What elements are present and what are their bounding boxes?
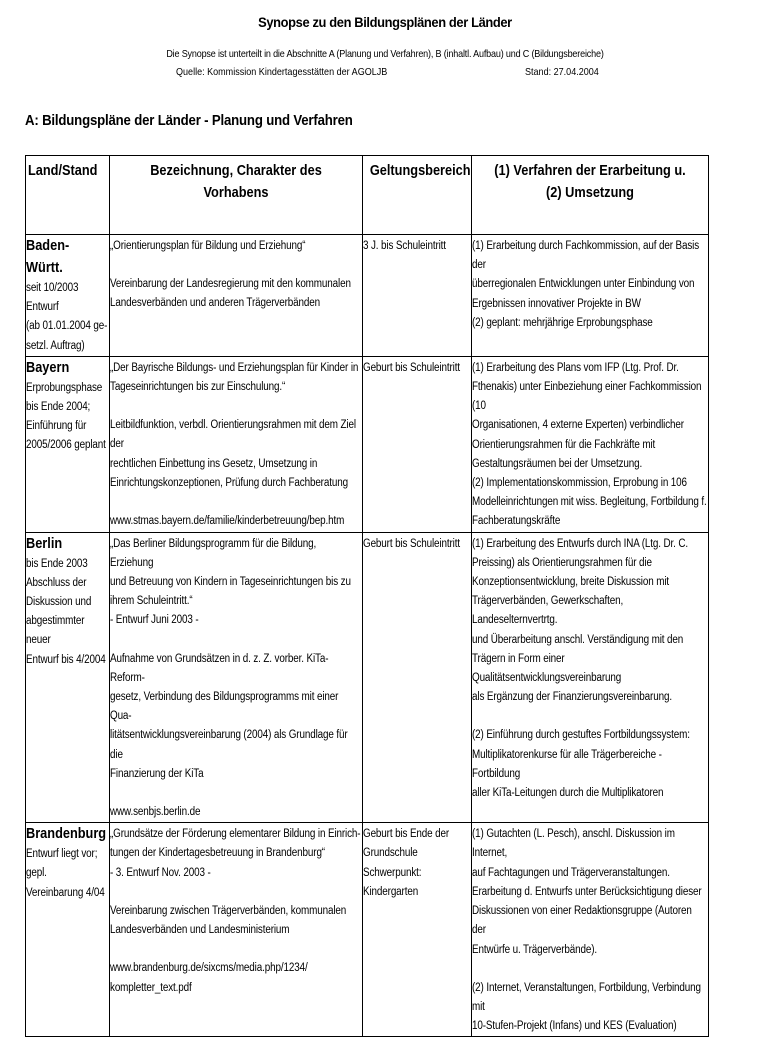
land-status-line: seit 10/2003 Entwurf <box>26 282 79 314</box>
plan-title-line: tungen der Kindertagesbetreuung in Brandenburg“ <box>110 847 325 860</box>
procedure <box>472 535 707 708</box>
plan-link-line: www.stmas.bayern.de/familie/kinderbetreuung/bep.htm <box>110 515 345 528</box>
plan-title-line: - 3. Entwurf Nov. 2003 - <box>110 866 211 879</box>
table-header-row <box>26 156 709 235</box>
scope-line: Geburt bis Schuleintritt <box>363 537 460 550</box>
implementation <box>472 726 707 803</box>
cell-geltungsbereich <box>363 823 472 1037</box>
plan-title <box>110 535 361 631</box>
plan-character-line: Landesverbänden und Landesministerium <box>110 924 290 937</box>
scope-line: Schwerpunkt: <box>363 866 422 879</box>
plan-title <box>110 237 361 256</box>
section-heading: A: Bildungspläne der Länder - Planung und Verfahren <box>25 112 353 129</box>
land-name: Bayern <box>26 359 70 376</box>
header-land: Land/Stand <box>26 156 110 235</box>
cell-bezeichnung <box>110 356 363 532</box>
implementation-line: 10-Stufen-Projekt (Infans) und KES (Evaluation) <box>472 1020 677 1033</box>
scope <box>363 237 471 256</box>
plan-link-line: www.brandenburg.de/sixcms/media.php/1234/ <box>110 962 308 975</box>
plan-title-line: Tageseinrichtungen bis zur Einschulung.“ <box>110 381 286 394</box>
cell-geltungsbereich <box>363 235 472 357</box>
land-status-line: setzl. Auftrag) <box>26 339 85 352</box>
cell-verfahren <box>472 235 709 357</box>
land-name: Berlin <box>26 535 63 552</box>
plan-title-line: ihrem Schuleintritt.“ <box>110 595 193 608</box>
document-intro: Die Synopse ist unterteilt in die Abschnitte A (Planung und Verfahren), B (inhaltl. Aufbau) und C (Bildungsbereiche) <box>166 48 604 60</box>
plan-title-line: „Orientierungsplan für Bildung und Erziehung“ <box>110 240 306 252</box>
land-status-line: bis Ende 2003 <box>26 557 88 570</box>
plan-link <box>110 512 361 531</box>
land-name: Brandenburg <box>26 826 107 843</box>
land-name: Baden-Württ. <box>26 238 70 276</box>
procedure-line: und Überarbeitung anschl. Verständigung mit den <box>472 633 684 646</box>
plan-link <box>110 959 361 997</box>
header-geltungsbereich: Geltungsbereich <box>363 156 472 235</box>
procedure-line: (1) Erarbeitung durch Fachkommission, auf der Basis der <box>472 240 700 272</box>
land-status-line: (ab 01.01.2004 ge- <box>26 320 108 333</box>
procedure-line: (1) Gutachten (L. Pesch), anschl. Diskussion im Internet, <box>472 828 675 860</box>
land-status-line: 2005/2006 geplant <box>26 439 106 452</box>
scope-line: 3 J. bis Schuleintritt <box>363 240 446 252</box>
procedure-line: Fthenakis) unter Einbeziehung einer Fachkommission (10 <box>472 381 702 413</box>
plan-title <box>110 359 361 397</box>
cell-bezeichnung <box>110 532 363 823</box>
procedure-line: Erarbeitung d. Entwurfs unter Berücksichtigung dieser <box>472 885 702 898</box>
procedure-line: (1) Erarbeitung des Entwurfs durch INA (Ltg. Dr. C. <box>472 537 689 550</box>
land-status-line: bis Ende 2004; <box>26 401 91 414</box>
plan-title-line: und Betreuung von Kindern in Tageseinrichtungen bis zu <box>110 576 351 589</box>
synopsis-table <box>25 155 709 1037</box>
procedure-line: (2) geplant: mehrjährige Erprobungsphase <box>472 316 653 329</box>
plan-link-line: www.senbjs.berlin.de <box>110 806 201 819</box>
implementation <box>472 979 707 1037</box>
scope <box>363 825 471 902</box>
procedure <box>472 825 707 959</box>
plan-title-line: - Entwurf Juni 2003 - <box>110 614 199 627</box>
plan-link-line: kompletter_text.pdf <box>110 981 192 994</box>
cell-verfahren <box>472 823 709 1037</box>
cell-bezeichnung <box>110 235 363 357</box>
table-row <box>26 823 709 1037</box>
cell-geltungsbereich <box>363 532 472 823</box>
cell-verfahren <box>472 532 709 823</box>
header-verfahren: (1) Verfahren der Erarbeitung u. (2) Umsetzung <box>472 156 709 235</box>
procedure-line: als Ergänzung der Finanzierungsvereinbarung. <box>472 691 672 704</box>
cell-land <box>26 235 110 357</box>
cell-bezeichnung <box>110 823 363 1037</box>
cell-land <box>26 823 110 1037</box>
plan-character <box>110 650 361 784</box>
procedure-line: Gestaltungsräumen bei der Umsetzung. <box>472 457 643 470</box>
plan-title <box>110 825 361 883</box>
plan-character-line: Einrichtungskonzeptionen, Prüfung durch Fachberatung <box>110 476 348 489</box>
procedure-line: Entwürfe u. Trägerverbände). <box>472 943 598 956</box>
plan-character-line: Landesverbänden und anderen Trägerverbänden <box>110 297 321 310</box>
procedure-line: überregionalen Entwicklungen unter Einbindung von <box>472 278 695 291</box>
procedure-line: Preissing) als Orientierungsrahmen für die <box>472 556 652 569</box>
procedure-line: Trägern in Form einer Qualitätsentwicklungsvereinbarung <box>472 652 622 685</box>
procedure-line: Trägerverbänden, Gewerkschaften, Landeselternvertrtg. <box>472 595 624 627</box>
document-date: Stand: 27.04.2004 <box>525 66 599 78</box>
procedure-line: Konzeptionsentwicklung, breite Diskussion mit <box>472 576 670 589</box>
procedure-line: (1) Erarbeitung des Plans vom IFP (Ltg. Prof. Dr. <box>472 361 679 374</box>
procedure-line: auf Fachtagungen und Trägerveranstaltungen. <box>472 866 670 879</box>
cell-land <box>26 532 110 823</box>
procedure <box>472 359 707 532</box>
procedure-line: Organisationen, 4 externe Experten) verbindlicher <box>472 419 684 432</box>
plan-character-line: Vereinbarung zwischen Trägerverbänden, kommunalen <box>110 904 347 917</box>
implementation-line: aller KiTa-Leitungen durch die Multiplikatoren <box>472 787 664 800</box>
scope-line: Geburt bis Schuleintritt <box>363 361 460 374</box>
plan-title-line: „Das Berliner Bildungsprogramm für die Bildung, Erziehung <box>110 537 317 569</box>
table-row <box>26 532 709 823</box>
procedure-line: Orientierungsrahmen für die Fachkräfte mit <box>472 438 656 451</box>
land-status-line: Entwurf bis 4/2004 <box>26 653 106 666</box>
scope-line: Kindergarten <box>363 885 419 898</box>
document-title: Synopse zu den Bildungsplänen der Länder <box>258 14 512 30</box>
procedure-line: Diskussionen von einer Redaktionsgruppe (Autoren der <box>472 905 692 937</box>
plan-character-line: rechtlichen Einbettung ins Gesetz, Umsetzung in <box>110 457 318 470</box>
plan-character-line: Vereinbarung der Landesregierung mit den kommunalen <box>110 278 351 291</box>
implementation-line: Multiplikatorenkurse für alle Trägerbereiche - Fortbildung <box>472 748 662 780</box>
plan-character-line: Aufnahme von Grundsätzen in d. z. Z. vorber. KiTa-Reform- <box>110 652 329 684</box>
land-status-line: Entwurf liegt vor; gepl. <box>26 848 98 880</box>
plan-title-line: „Der Bayrische Bildungs- und Erziehungsplan für Kinder in <box>110 361 359 374</box>
implementation-line: (2) Einführung durch gestuftes Fortbildungssystem: <box>472 729 690 742</box>
land-status-line: Vereinbarung 4/04 <box>26 886 105 899</box>
land-status-line: Erprobungsphase <box>26 381 103 394</box>
plan-character <box>110 902 361 940</box>
table-row <box>26 356 709 532</box>
plan-character <box>110 275 361 313</box>
plan-character-line: Leitbildfunktion, verbdl. Orientierungsrahmen mit dem Ziel der <box>110 419 356 451</box>
procedure-line: (2) Implementationskommission, Erprobung in 106 <box>472 477 687 490</box>
cell-land <box>26 356 110 532</box>
implementation-line: (2) Internet, Veranstaltungen, Fortbildung, Verbindung mit <box>472 981 701 1013</box>
land-status-line: abgestimmter neuer <box>26 615 85 647</box>
scope-line: Grundschule <box>363 847 418 860</box>
plan-character-line: litätsentwicklungsvereinbarung (2004) als Grundlage für die <box>110 729 348 761</box>
plan-title-line: „Grundsätze der Förderung elementarer Bildung in Einrich- <box>110 828 361 841</box>
scope-line: Geburt bis Ende der <box>363 828 450 841</box>
cell-geltungsbereich <box>363 356 472 532</box>
procedure <box>472 237 707 333</box>
plan-character-line: Finanzierung der KiTa <box>110 767 204 780</box>
land-status-line: Abschluss der <box>26 576 87 589</box>
land-status-line: Einführung für <box>26 420 87 433</box>
scope <box>363 535 471 554</box>
plan-character-line: gesetz, Verbindung des Bildungsprogramms mit einer Qua- <box>110 691 339 723</box>
cell-verfahren <box>472 356 709 532</box>
table-row <box>26 235 709 357</box>
plan-character <box>110 416 361 493</box>
header-bezeichnung: Bezeichnung, Charakter des Vorhabens <box>110 156 363 235</box>
procedure-line: Modelleinrichtungen mit wiss. Begleitung, Fortbildung f. <box>472 496 707 509</box>
procedure-line: Fachberatungskräfte <box>472 515 561 528</box>
plan-link <box>110 803 361 822</box>
land-status-line: Diskussion und <box>26 596 92 609</box>
scope <box>363 359 471 378</box>
procedure-line: Ergebnissen innovativer Projekte in BW <box>472 297 641 310</box>
document-source: Quelle: Kommission Kindertagesstätten der AGOLJB <box>176 66 388 78</box>
